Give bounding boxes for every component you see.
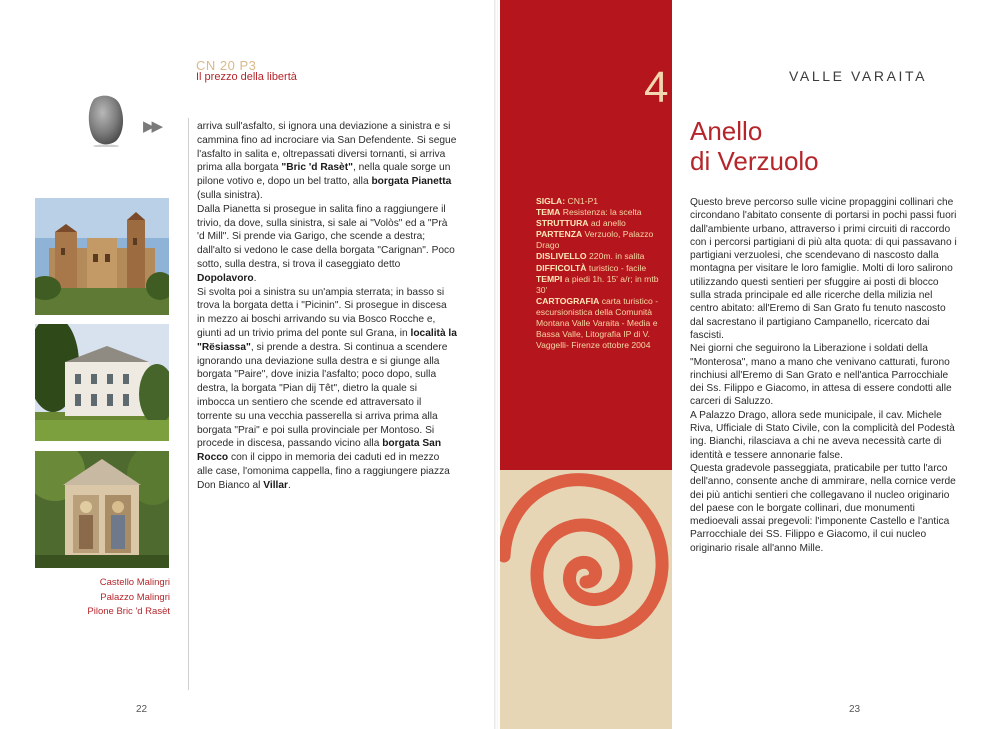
body-paragraph: Questa gradevole passeggiata, praticabile per tutto l'arco dell'anno, consente anche di ammirare, nella cornice verde dei più antichi sentieri che collegavano il nucleo originario del paese con le borgate collinari, due monumenti medioevali assai pregevoli: l'imponente Castello e l'antica Parrocchiale dei SS. Filippo e Giacomo, il cui nucleo originario risale all'anno Mille. [690, 462, 956, 554]
info-value: turistico - facile [586, 262, 647, 273]
info-value: Resistenza: la scelta [560, 207, 642, 218]
column-divider [188, 118, 189, 690]
route-code: CN 20 P3 [196, 58, 257, 73]
body-text-run: , nella quale sorge un pilone votivo e, dopo un bel tratto, alla [197, 162, 451, 188]
info-key: SIGLA: [536, 196, 566, 206]
info-key: DIFFICOLTÀ [536, 262, 587, 273]
chapter-number: 4 [644, 63, 669, 112]
route-title-line2: di Verzuolo [690, 146, 819, 176]
route-info-box [536, 196, 664, 351]
info-value: CN1-P1 [565, 196, 599, 206]
info-value: a piedi 1h. 15' a/r; in mtb 30' [536, 273, 659, 295]
info-row [536, 207, 664, 218]
info-key: STRUTTURA [536, 218, 589, 229]
bold-place-name: "Bric 'd Rasèt" [281, 162, 353, 174]
photo-pilone-bric-raset [35, 451, 169, 568]
bold-place-name: Dopolavoro [197, 272, 254, 284]
body-paragraph: Nei giorni che seguirono la Liberazione i soldati della "Monterosa", mano a mano che venivano catturati, furono rinchiusi all'Eremo di San Grato e nell'antica Parrocchiale dei Ss. Filippo e Giacomo, in attesa di essere condotti alle carceri di Saluzzo. [690, 343, 952, 408]
body-paragraph: A Palazzo Drago, allora sede municipale, il cav. Michele Riva, Ufficiale di Stato Civile, con la complicità del Podestà ing. Bianchi, rilasciava a chi ne aveva necessità carte di identità e tessere annonarie false. [690, 409, 955, 461]
arrows-icon: ▶▶ [143, 118, 161, 135]
left-body-text [197, 120, 457, 493]
body-text-run: . [253, 272, 257, 284]
info-key: TEMA [536, 207, 561, 218]
info-row [536, 251, 664, 262]
info-value: Verzuolo, Palazzo Drago [536, 229, 654, 251]
info-row [536, 229, 664, 251]
photo-palazzo-malingri [35, 324, 169, 441]
bold-place-name: borgata Pianetta [371, 176, 452, 188]
caption-palazzo: Palazzo Malingri [100, 591, 170, 603]
bold-place-name: Villar [263, 479, 288, 491]
info-value: carta turistico - escursionistica della Comunità Montana Valle Varaita - Media e Bassa Valle, Litografia IP di V. Vaggelli- Firenze ottobre 2004 [536, 295, 659, 351]
right-body-text [690, 196, 958, 555]
body-text-run: . [288, 479, 291, 491]
caption-pilone: Pilone Bric 'd Rasèt [87, 606, 170, 617]
photo-captions [40, 576, 170, 620]
info-row [536, 274, 664, 296]
bold-place-name: località la "Rësiassa" [197, 327, 457, 353]
stone-icon [86, 93, 126, 147]
region-title: VALLE VARAITA [789, 68, 928, 84]
info-row [536, 196, 664, 207]
route-title-line1: Anello [690, 116, 763, 146]
info-row [536, 263, 664, 274]
info-row [536, 296, 664, 351]
info-key: PARTENZA [536, 229, 583, 240]
page-number-left: 22 [136, 704, 148, 715]
info-value: ad anello [588, 218, 626, 229]
body-text-run: Dalla Pianetta si prosegue in salita fino a raggiungere il trivio, da dove, sulla sinistra, si sale ai "Volòs" ed a "Prà 'd Mill". Si prende via Garigo, che scende a destra; dall'alto si vedono le case della borgata "Carignan". Poco sotto, sulla destra, si trova il caseggiato detto [197, 203, 455, 270]
info-key: DISLIVELLO [536, 251, 587, 262]
bold-place-name: borgata San Rocco [197, 438, 442, 464]
body-text-run: con il cippo in memoria dei caduti ed in mezzo alle case, l'omonima cappella, fino a raggiungere piazza Don Bianco al [197, 452, 450, 491]
photo-castello-malingri [35, 198, 169, 315]
body-text-run: , si prende a destra. Si continua a scendere ignorando una deviazione sulla destra e si giunge alla borgata "Paire", dove inizia l'asfalto; poco dopo, sulla destra, la borgata "Pian dij Têt", dietro la quale si imbocca un sentiero che scende ed attraversato il torrente su una vecchia passerella si arriva prima alla borgata "Prai" e poi sulla provinciale per Montoso. Si procede in discesa, passando vicino alla [197, 341, 448, 450]
body-paragraph: Questo breve percorso sulle vicine propaggini collinari che circondano l'abitato consente di portarsi in pochi passi fuori dall'ambiente urbano, attraverso i primi circuiti di raccordo con i percorsi partigiani di più alta quota: di qui passavano i partigiani verzuolesi, che scendevano di nascosto dalla montagna per visitare le loro famiglie. Molti di loro salirono utilizzando questi sentieri per sfuggire ai posti di blocco sulla strada principale ed alle ricerche della milizia nel centro abitato: all'Eremo di San Grato fu tenuto nascosto dal sacrestano il partigiano Campanello, ricercato dai fascisti. [690, 197, 957, 341]
route-subtitle: Il prezzo della libertà [196, 71, 297, 83]
info-value: 220m. in salita [586, 251, 645, 262]
info-row [536, 218, 664, 229]
caption-castello: Castello Malingri [99, 577, 170, 588]
info-key: TEMPI [536, 273, 563, 284]
info-key: CARTOGRAFIA [536, 295, 600, 306]
body-text-run: Si svolta poi a sinistra su un'ampia sterrata; in basso si trova la borgata detta i "Picinin". Si prosegue in discesa in mezzo ai boschi arrivando su via Bosco Rocche e, giunti ad un trivio prima del ponte sul Grana, in [197, 286, 447, 339]
body-text-run: arriva sull'asfalto, si ignora una deviazione a sinistra e si cammina fino ad incrociare via San Defendente. Si segue l'asfalto in salita e, oltrepassati diversi tornanti, si arriva prima alla borgata [197, 121, 457, 174]
page-number-right: 23 [849, 704, 861, 715]
body-text-run: (sulla sinistra). [197, 189, 263, 201]
spiral-decoration-icon [500, 432, 672, 729]
